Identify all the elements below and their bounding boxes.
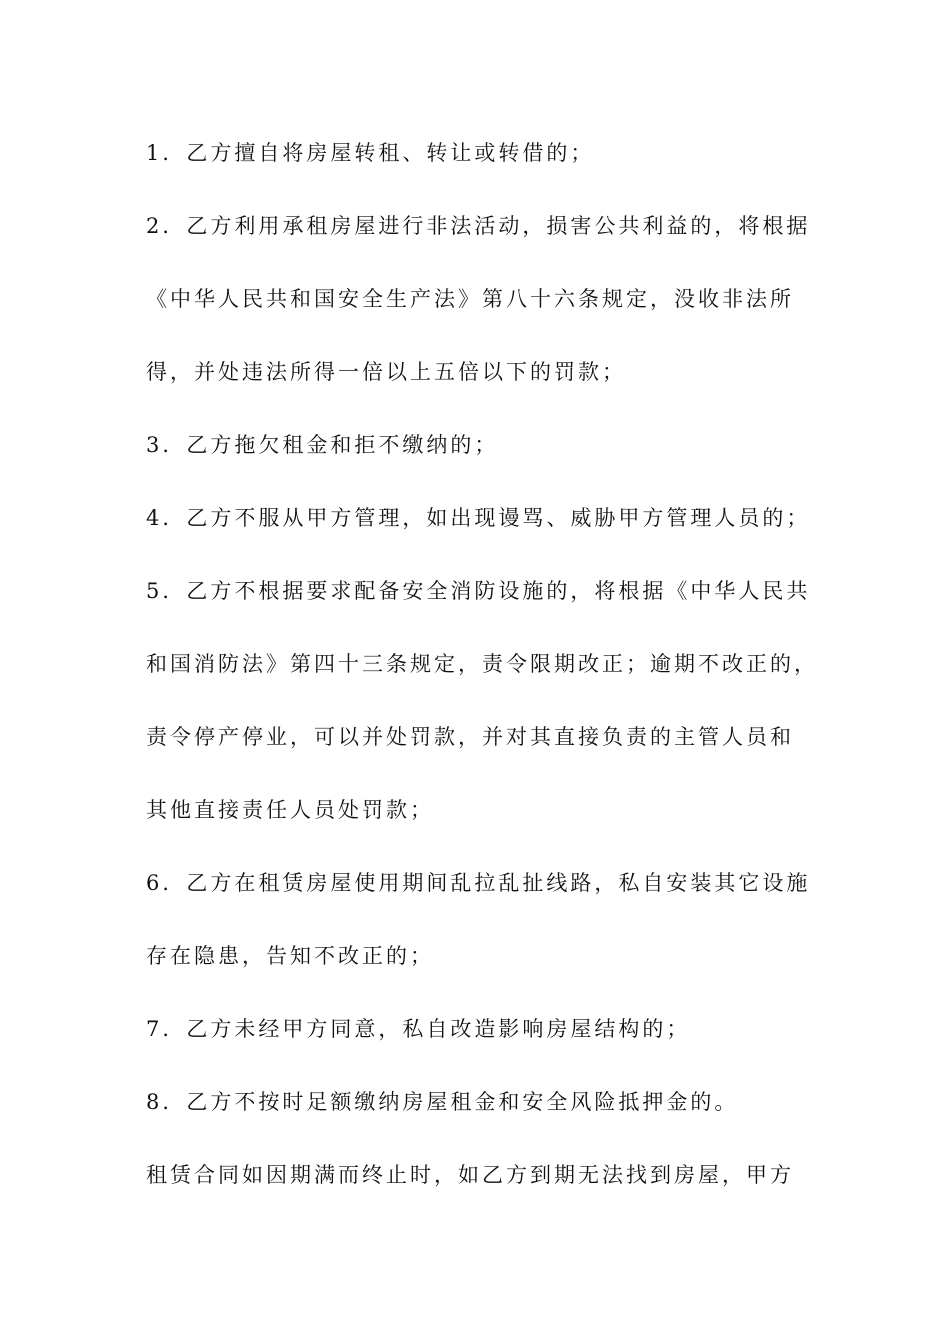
text-line-15: 租赁合同如因期满而终止时，如乙方到期无法找到房屋，甲方 — [146, 1163, 794, 1187]
text-line-8: 和国消防法》第四十三条规定，责令限期改正；逾期不改正的， — [146, 652, 818, 676]
text-line-7: 5．乙方不根据要求配备安全消防设施的，将根据《中华人民共 — [146, 579, 811, 603]
text-line-13: 7．乙方未经甲方同意，私自改造影响房屋结构的； — [146, 1017, 691, 1041]
text-line-12: 存在隐患，告知不改正的； — [146, 944, 434, 968]
text-line-3: 《中华人民共和国安全生产法》第八十六条规定，没收非法所 — [146, 287, 794, 311]
text-line-2: 2．乙方利用承租房屋进行非法活动，损害公共利益的，将根据 — [146, 214, 811, 238]
text-line-6: 4．乙方不服从甲方管理，如出现谩骂、威胁甲方管理人员的； — [146, 506, 811, 530]
text-line-4: 得，并处违法所得一倍以上五倍以下的罚款； — [146, 360, 626, 384]
text-line-11: 6．乙方在租赁房屋使用期间乱拉乱扯线路，私自安装其它设施 — [146, 871, 811, 895]
text-line-14: 8．乙方不按时足额缴纳房屋租金和安全风险抵押金的。 — [146, 1090, 739, 1114]
text-line-1: 1．乙方擅自将房屋转租、转让或转借的； — [146, 141, 595, 165]
text-line-10: 其他直接责任人员处罚款； — [146, 798, 434, 822]
document-body — [146, 138, 836, 1233]
text-line-9: 责令停产停业，可以并处罚款，并对其直接负责的主管人员和 — [146, 725, 794, 749]
text-line-5: 3．乙方拖欠租金和拒不缴纳的； — [146, 433, 499, 457]
